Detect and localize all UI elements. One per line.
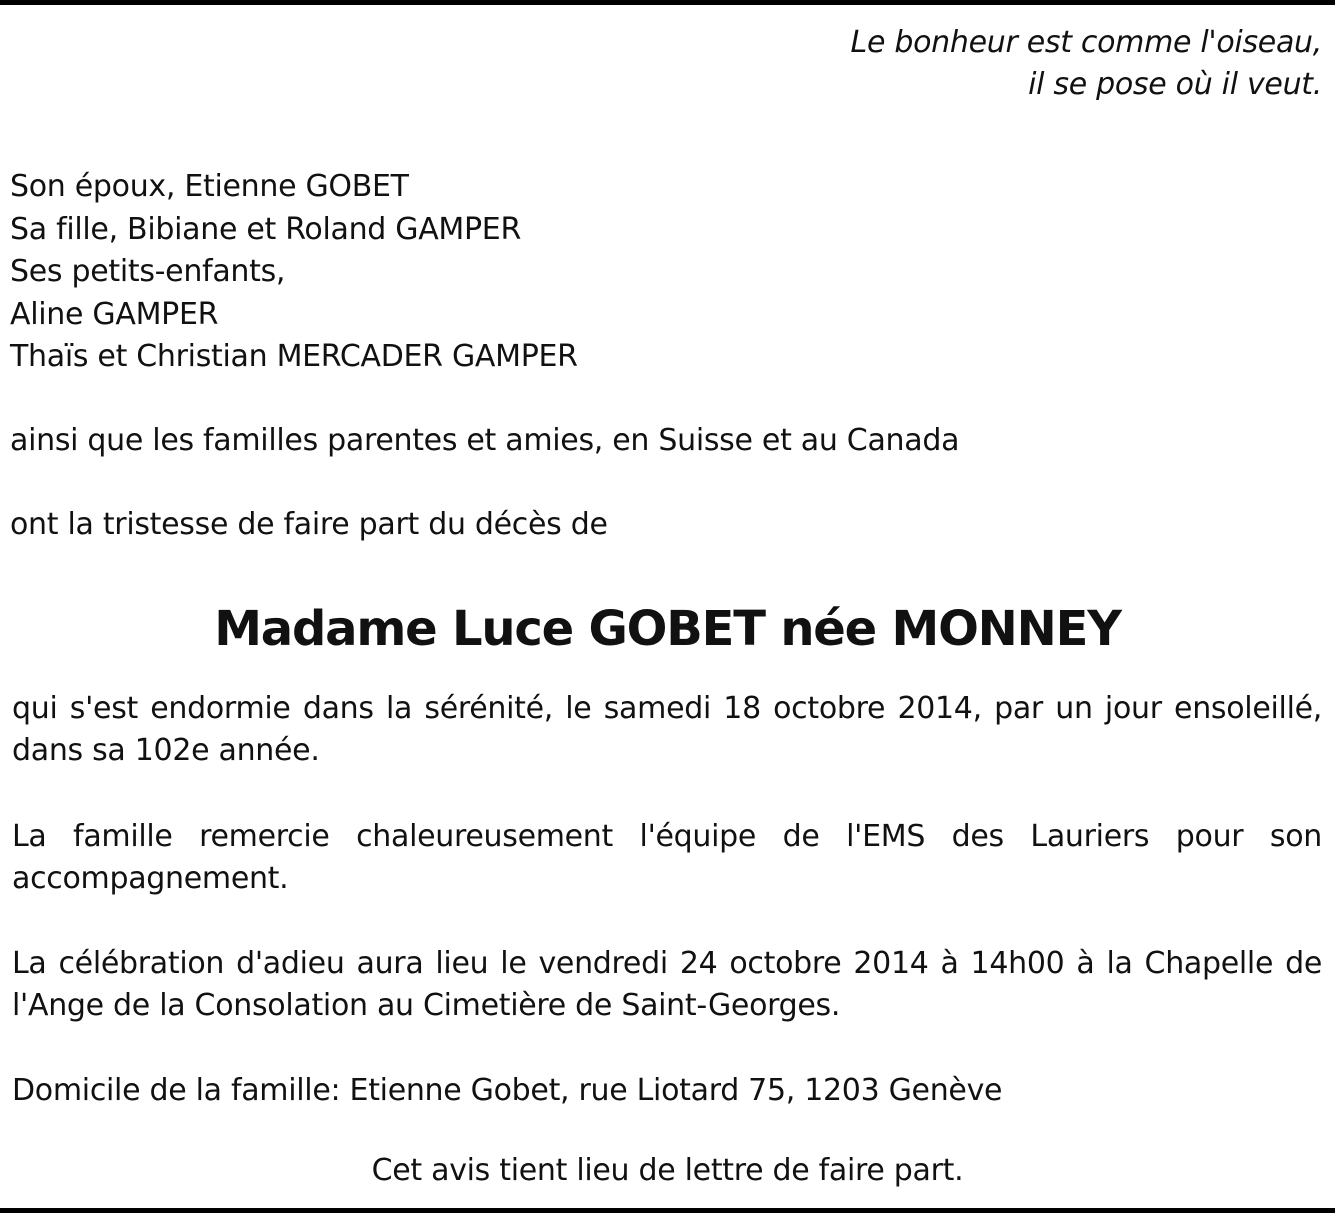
extended-family-text: ainsi que les familles parentes et amies, en Suisse et au Canada	[10, 423, 960, 458]
bottom-border-rule	[0, 1208, 1335, 1213]
family-address-paragraph: Domicile de la famille: Etienne Gobet, rue Liotard 75, 1203 Genève	[12, 1073, 1003, 1108]
thanks-paragraph: La famille remercie chaleureusement l'équipe de l'EMS des Lauriers pour son accompagnement.	[12, 819, 1322, 896]
top-border-rule	[0, 0, 1335, 5]
closing-note: Cet avis tient lieu de lettre de faire part.	[371, 1153, 964, 1188]
family-member-line: Aline GAMPER	[10, 296, 219, 332]
family-members-list	[10, 166, 578, 379]
epigraph-line-2: il se pose où il veut.	[1028, 67, 1322, 102]
announcement-intro: ont la tristesse de faire part du décès de	[10, 507, 608, 542]
passing-paragraph: qui s'est endormie dans la sérénité, le samedi 18 octobre 2014, par un jour ensoleillé, dans sa 102e année.	[12, 691, 1322, 768]
family-member-line: Ses petits-enfants,	[10, 254, 286, 289]
family-member-line: Son époux, Etienne GOBET	[10, 169, 409, 204]
epigraph-line-1: Le bonheur est comme l'oiseau,	[850, 25, 1322, 60]
ceremony-paragraph: La célébration d'adieu aura lieu le vendredi 24 octobre 2014 à 14h00 à la Chapelle de l'Ange de la Consolation au Cimetière de Saint-Georges.	[12, 946, 1322, 1023]
deceased-name-heading: Madame Luce GOBET née MONNEY	[214, 601, 1121, 657]
epigraph-quote	[622, 22, 1322, 106]
family-member-line: Sa fille, Bibiane et Roland GAMPER	[10, 211, 522, 247]
family-member-line: Thaïs et Christian MERCADER GAMPER	[10, 339, 578, 374]
